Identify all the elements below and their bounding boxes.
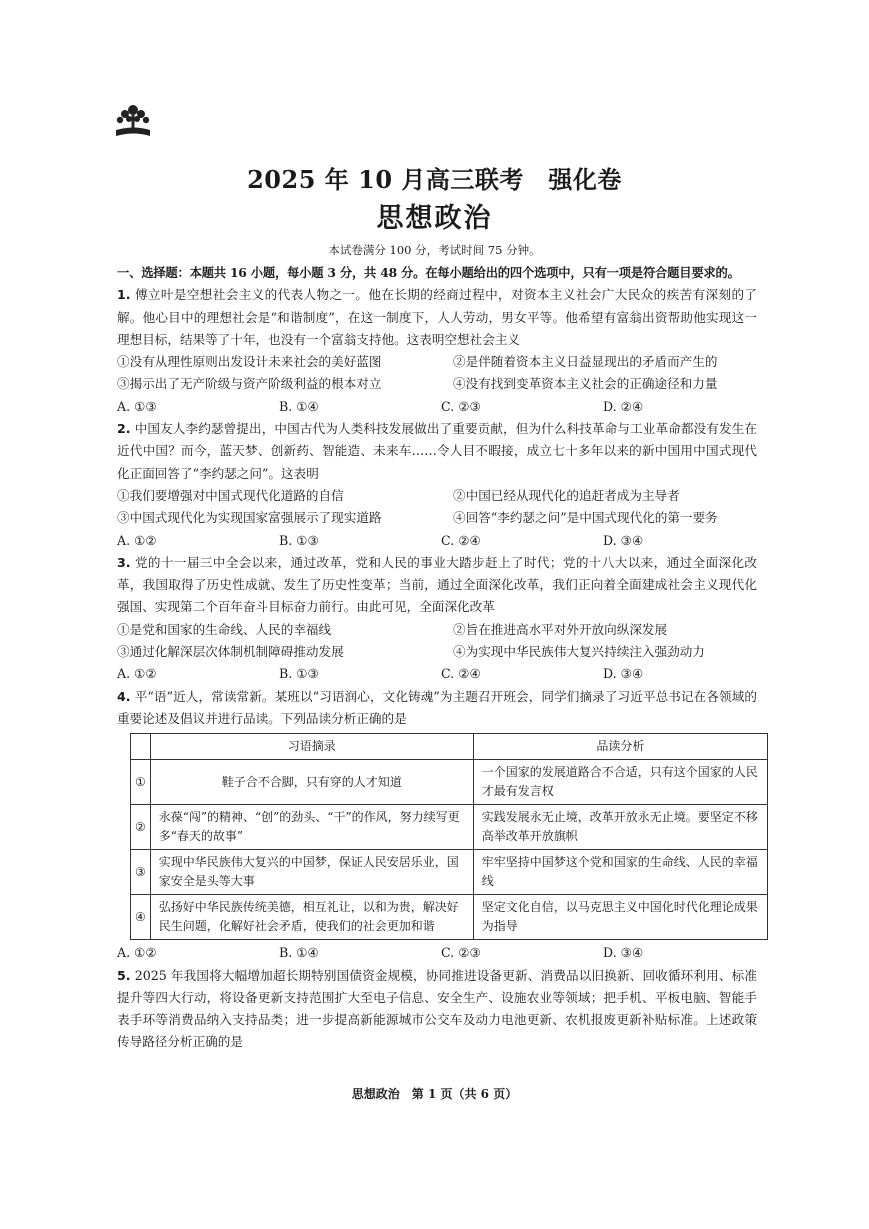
table-header-analysis: 品读分析 xyxy=(473,734,767,760)
answer-choice-d: D. ③④ xyxy=(603,666,644,682)
statement-option: ④回答“李约瑟之问”是中国式现代化的第一要务 xyxy=(453,510,718,526)
quote-cell: 鞋子合不合脚，只有穿的人才知道 xyxy=(150,760,473,805)
answer-choice-a: A. ①③ xyxy=(117,398,157,414)
page-footer: 思想政治 第 1 页（共 6 页） xyxy=(351,1087,518,1101)
analysis-cell: 一个国家的发展道路合不合适，只有这个国家的人民才最有发言权 xyxy=(473,760,767,805)
answer-choice-c: C. ②④ xyxy=(441,666,481,682)
question-stem: 2025 年我国将大幅增加超长期特别国债资金规模，协同推进设备更新、消费品以旧换新、回收循环利用、标准提升等四大行动，将设备更新支持范围扩大至电子信息、安全生产、设施农业等领域；把手机、平板电脑、智能手表手环等消费品纳入支持品类；进一步提高新能源城市公交车及动力电池更新、农机报废更新补贴标准。上述政策传导路径分析正确的是 xyxy=(117,967,757,1050)
table-row xyxy=(131,850,768,895)
table-header-quote: 习语摘录 xyxy=(150,734,473,760)
question-number: 1. xyxy=(117,287,131,303)
table-row xyxy=(131,760,768,805)
answer-choice-d: D. ②④ xyxy=(603,398,644,414)
question-stem: 中国友人李约瑟曾提出，中国古代为人类科技发展做出了重要贡献，但为什么科技革命与工业革命都没有发生在近代中国？而今，蓝天梦、创新药、智能造、未来车……令人目不暇接，成立七十多年以来的新中国用中国式现代化正面回答了“李约瑟之问”。这表明 xyxy=(117,421,758,481)
analysis-cell: 牢牢坚持中国梦这个党和国家的生命线、人民的幸福线 xyxy=(473,850,767,895)
statement-option: ②旨在推进高水平对外开放向纵深发展 xyxy=(453,621,668,637)
row-number: ② xyxy=(131,805,151,850)
question-3 xyxy=(117,552,757,686)
question-number: 3. xyxy=(117,554,131,570)
statement-option: ②是伴随着资本主义日益显现出的矛盾而产生的 xyxy=(453,354,718,370)
question-4 xyxy=(117,686,757,965)
statement-option: ④没有找到变革资本主义社会的正确途径和力量 xyxy=(453,376,718,392)
quote-analysis-table xyxy=(130,733,768,940)
answer-choices xyxy=(117,663,757,685)
statement-option: ①没有从理性原则出发设计未来社会的美好蓝图 xyxy=(117,354,382,370)
answer-choice-a: A. ①② xyxy=(117,666,157,682)
question-area xyxy=(117,262,757,1054)
exam-note: 本试卷满分 100 分，考试时间 75 分钟。 xyxy=(328,243,541,257)
analysis-cell: 实践发展永无止境，改革开放永无止境。要坚定不移高举改革开放旗帜 xyxy=(473,805,767,850)
statement-option: ②中国已经从现代化的追赶者成为主导者 xyxy=(453,487,680,503)
statement-options xyxy=(117,485,757,530)
answer-choice-a: A. ①② xyxy=(117,532,157,548)
table-row xyxy=(131,805,768,850)
analysis-cell: 坚定文化自信，以马克思主义中国化时代化理论成果为指导 xyxy=(473,895,767,940)
answer-choice-c: C. ②③ xyxy=(441,945,481,961)
answer-choice-c: C. ②③ xyxy=(441,398,481,414)
answer-choices xyxy=(117,530,757,552)
statement-option: ③通过化解深层次体制机制障碍推动发展 xyxy=(117,644,344,660)
question-number: 4. xyxy=(117,688,131,704)
statement-option: ③中国式现代化为实现国家富强展示了现实道路 xyxy=(117,510,382,526)
question-number: 2. xyxy=(117,421,131,437)
answer-choice-b: B. ①④ xyxy=(279,398,319,414)
question-stem: 党的十一届三中全会以来，通过改革，党和人民的事业大踏步赶上了时代；党的十八大以来，通过全面深化改革，我国取得了历史性成就、发生了历史性变革；当前，通过全面深化改革，我们正向着全面建成社会主义现代化强国、实现第二个百年奋斗目标奋力前行。由此可见，全面深化改革 xyxy=(117,554,758,615)
question-2 xyxy=(117,418,757,552)
quote-cell: 弘扬好中华民族传统美德，相互礼让，以和为贵，解决好民生问题，化解好社会矛盾，使我们的社会更加和谐 xyxy=(150,895,473,940)
question-stem: 平“语”近人，常读常新。某班以“习语润心，文化铸魂”为主题召开班会，同学们摘录了习近平总书记在各领域的重要论述及倡议并进行品读。下列品读分析正确的是 xyxy=(117,688,757,726)
question-stem: 傅立叶是空想社会主义的代表人物之一。他在长期的经商过程中，对资本主义社会广大民众的疾苦有深刻的了解。他心目中的理想社会是“和谐制度”，在这一制度下，人人劳动，男女平等。他希望有富翁出资帮助他实现这一理想目标，结果等了十年，也没有一个富翁支持他。这表明空想社会主义 xyxy=(117,287,758,347)
row-number: ① xyxy=(131,760,151,805)
question-5 xyxy=(117,965,757,1054)
statement-option: ①我们要增强对中国式现代化道路的自信 xyxy=(117,487,344,503)
answer-choice-b: B. ①④ xyxy=(279,945,319,961)
answer-choices xyxy=(117,942,757,964)
answer-choice-d: D. ③④ xyxy=(603,532,644,548)
statement-option: ③揭示出了无产阶级与资产阶级利益的根本对立 xyxy=(117,376,382,392)
quote-cell: 永葆“闯”的精神、“创”的劲头、“干”的作风，努力续写更多“春天的故事” xyxy=(150,805,473,850)
table-row xyxy=(131,895,768,940)
answer-choice-b: B. ①③ xyxy=(279,532,319,548)
answer-choice-a: A. ①② xyxy=(117,945,157,961)
exam-title: 2025 年 10 月高三联考 强化卷 xyxy=(247,165,622,194)
subject-title: 思想政治 xyxy=(376,203,493,234)
row-number: ③ xyxy=(131,850,151,895)
publisher-logo-icon xyxy=(112,103,154,139)
quote-cell: 实现中华民族伟大复兴的中国梦，保证人民安居乐业，国家安全是头等大事 xyxy=(150,850,473,895)
statement-options xyxy=(117,619,757,664)
answer-choice-c: C. ②④ xyxy=(441,532,481,548)
question-1 xyxy=(117,284,757,418)
section-heading: 一、选择题：本题共 16 小题，每小题 3 分，共 48 分。在每小题给出的四个选项中，只有一项是符合题目要求的。 xyxy=(117,265,740,280)
statement-option: ④为实现中华民族伟大复兴持续注入强劲动力 xyxy=(453,644,705,660)
table-header-row xyxy=(131,734,768,760)
answer-choice-b: B. ①③ xyxy=(279,666,319,682)
statement-options xyxy=(117,351,757,396)
row-number: ④ xyxy=(131,895,151,940)
answer-choices xyxy=(117,396,757,418)
question-number: 5. xyxy=(117,967,131,983)
statement-option: ①是党和国家的生命线、人民的幸福线 xyxy=(117,621,332,637)
answer-choice-d: D. ③④ xyxy=(603,945,644,961)
table-header-blank xyxy=(131,734,151,760)
